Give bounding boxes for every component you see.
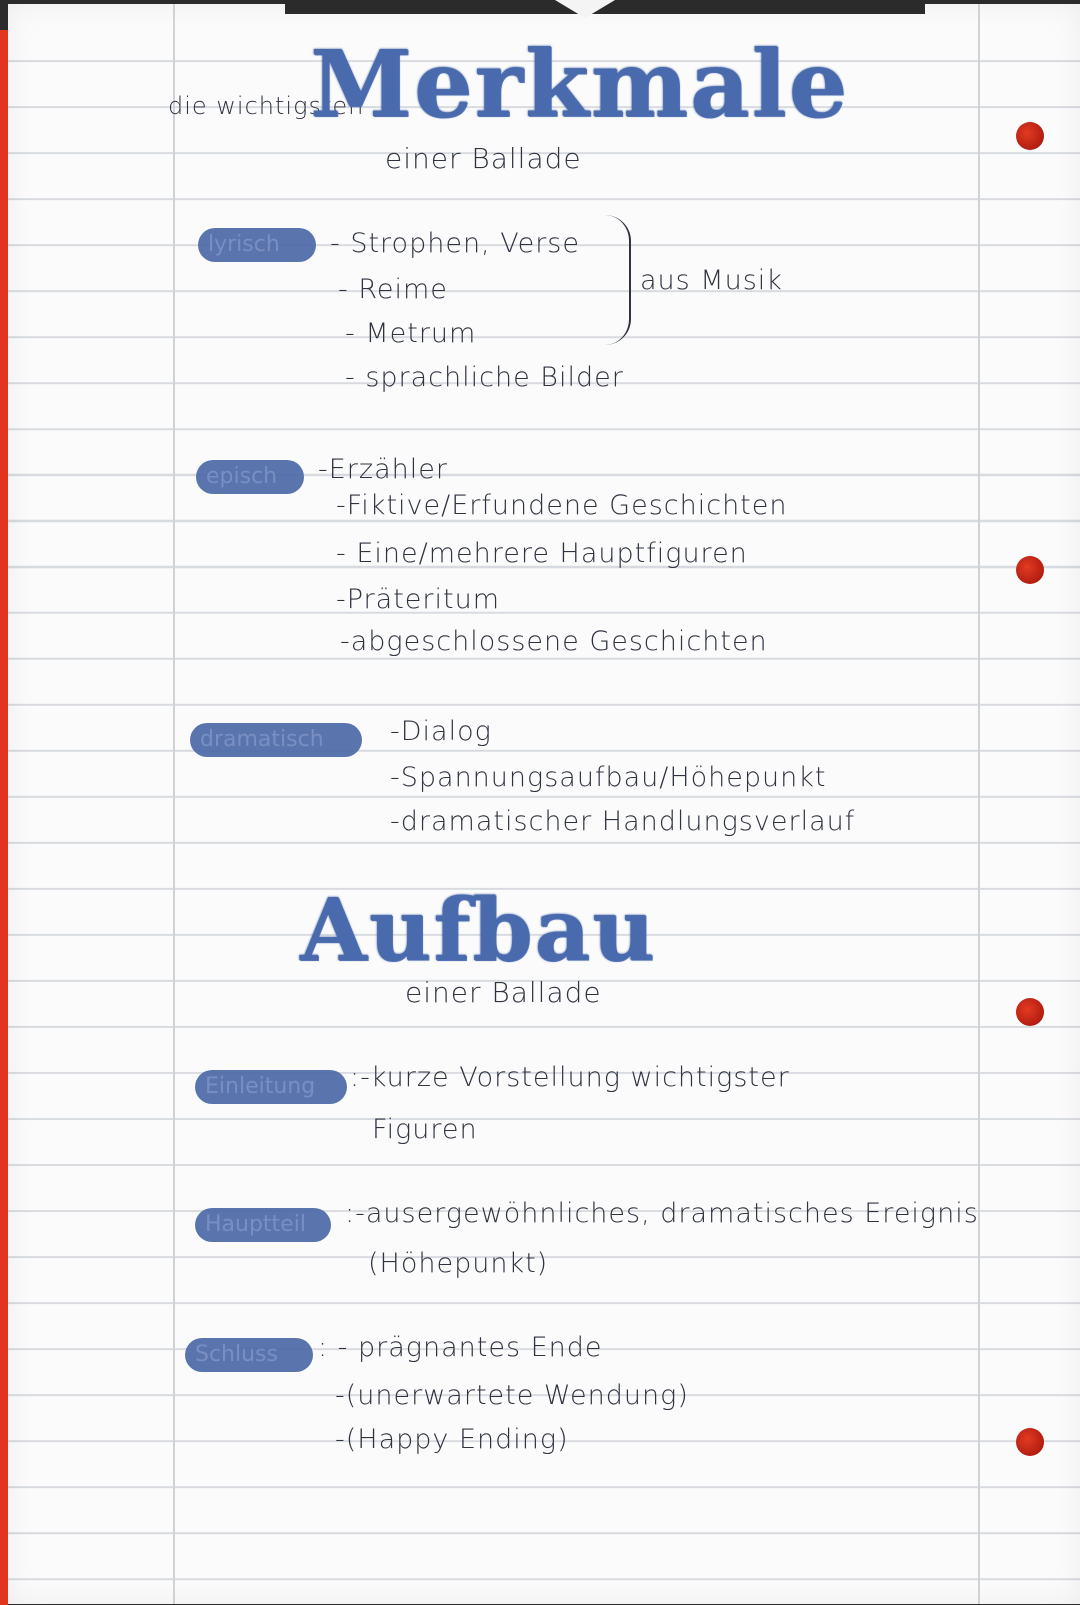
episch-item-1: -Erzähler [318, 454, 448, 485]
subtitle-aufbau: einer Ballade [405, 976, 602, 1009]
lyrisch-item-1: - Strophen, Verse [330, 228, 580, 259]
red-page-edge [0, 30, 8, 1605]
dramatisch-item-1: -Dialog [390, 716, 492, 747]
hauptteil-item-1: :-ausergewöhnliches, dramatisches Ereignis [345, 1198, 979, 1229]
punch-hole-1 [1016, 122, 1044, 150]
title-merkmale: Merkmale [310, 30, 850, 138]
punch-hole-4 [1016, 1428, 1044, 1456]
episch-item-2: -Fiktive/Erfundene Geschichten [336, 490, 788, 521]
schluss-item-3: -(Happy Ending) [335, 1424, 569, 1455]
lyrisch-brace-note: aus Musik [640, 265, 783, 296]
episch-item-4: -Präteritum [336, 584, 500, 615]
tag-einleitung: Einleitung [195, 1070, 347, 1104]
episch-item-3: - Eine/mehrere Hauptfiguren [336, 538, 748, 569]
lyrisch-item-4: - sprachliche Bilder [345, 362, 624, 393]
dramatisch-item-3: -dramatischer Handlungsverlauf [390, 806, 856, 837]
lyrisch-item-3: - Metrum [345, 318, 477, 349]
lyrisch-item-2: - Reime [338, 274, 448, 305]
tag-schluss: Schluss [185, 1338, 313, 1372]
tag-hauptteil: Hauptteil [195, 1208, 331, 1242]
schluss-item-1: : - prägnantes Ende [318, 1332, 603, 1363]
einleitung-item-1: :-kurze Vorstellung wichtigster [350, 1062, 790, 1093]
schluss-item-2: -(unerwartete Wendung) [335, 1380, 689, 1411]
curly-brace [605, 215, 631, 345]
right-margin-line [978, 4, 980, 1604]
top-notch [555, 0, 615, 18]
punch-hole-3 [1016, 998, 1044, 1026]
tag-dramatisch: dramatisch [190, 723, 362, 757]
einleitung-item-2: Figuren [372, 1114, 478, 1145]
dramatisch-item-2: -Spannungsaufbau/Höhepunkt [390, 762, 827, 793]
tag-lyrisch: lyrisch [198, 228, 316, 262]
title-prefix: die wichtigsten [168, 92, 365, 120]
title-aufbau: Aufbau [300, 880, 657, 981]
episch-item-5: -abgeschlossene Geschichten [340, 626, 768, 657]
punch-hole-2 [1016, 556, 1044, 584]
hauptteil-item-2: (Höhepunkt) [368, 1248, 549, 1279]
left-margin-line [173, 4, 175, 1604]
subtitle-merkmale: einer Ballade [385, 142, 582, 175]
tag-episch: episch [196, 460, 304, 494]
